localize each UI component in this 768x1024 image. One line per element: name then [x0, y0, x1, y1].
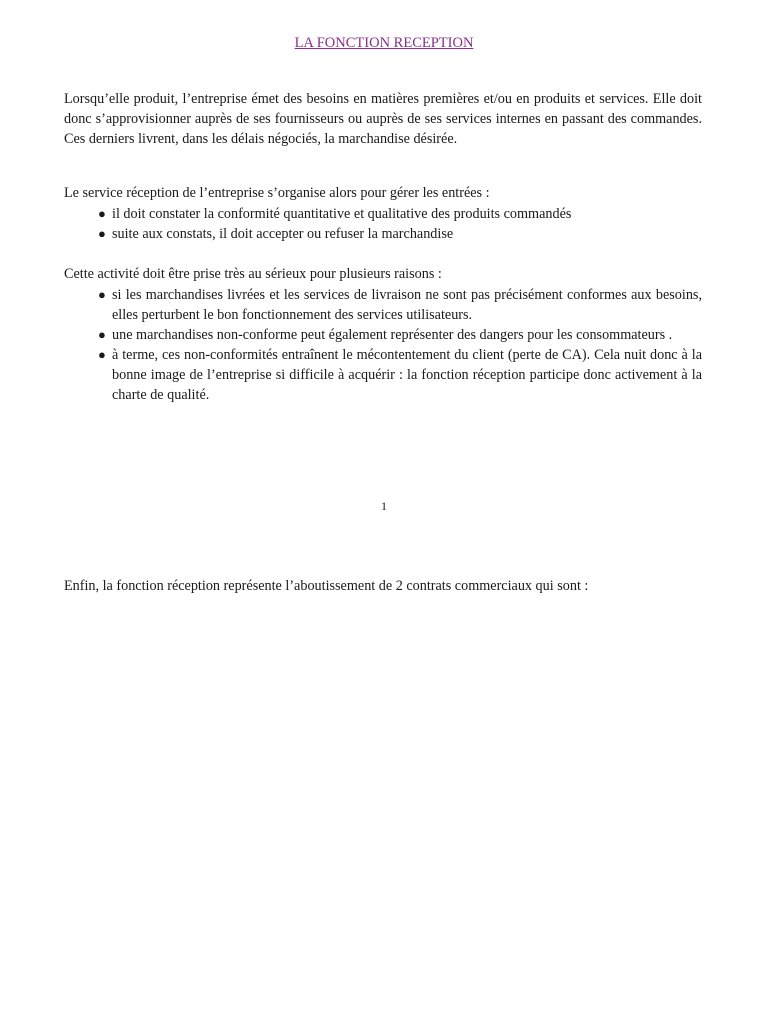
bullet-icon: ● [98, 287, 106, 302]
list-item [64, 345, 702, 405]
list-item-text: à terme, ces non-conformités entraînent le mécontentement du client (perte de CA). Cela nuit donc à la bonne image de l’entreprise si difficile à acquérir : la fonction réception participe donc activement à la charte de qualité. [112, 347, 702, 403]
list-item-text: suite aux constats, il doit accepter ou refuser la marchandise [112, 226, 454, 242]
closing-paragraph: Enfin, la fonction réception représente l’aboutissement de 2 contrats commerciaux qui sont : [64, 578, 589, 594]
document-title: LA FONCTION RECEPTION [294, 35, 474, 51]
page-number: 1 [381, 499, 387, 513]
reasons-list [64, 285, 702, 405]
bullet-icon: ● [98, 226, 106, 241]
list-item-text: il doit constater la conformité quantitative et qualitative des produits commandés [112, 206, 572, 222]
reception-service-paragraph: Le service réception de l’entreprise s’organise alors pour gérer les entrées : [64, 185, 490, 201]
bullet-icon: ● [98, 327, 106, 342]
list-item [64, 325, 702, 345]
list-item [64, 285, 702, 325]
list-item-text: si les marchandises livrées et les services de livraison ne sont pas précisément conformes aux besoins, elles perturbent le bon fonctionnement des services utilisateurs. [112, 287, 702, 323]
reasons-paragraph: Cette activité doit être prise très au sérieux pour plusieurs raisons : [64, 266, 442, 282]
bullet-icon: ● [98, 206, 106, 221]
list-item [64, 224, 702, 244]
bullet-icon: ● [98, 347, 106, 362]
list-item [64, 204, 702, 224]
reception-tasks-list [64, 204, 702, 244]
list-item-text: une marchandises non-conforme peut également représenter des dangers pour les consommateurs . [112, 327, 673, 343]
intro-paragraph: Lorsqu’elle produit, l’entreprise émet des besoins en matières premières et/ou en produits et services. Elle doit donc s’approvisionner auprès de ses fournisseurs ou auprès de ses services internes en passant des commandes. Ces derniers livrent, dans les délais négociés, la marchandise désirée. [64, 91, 702, 147]
